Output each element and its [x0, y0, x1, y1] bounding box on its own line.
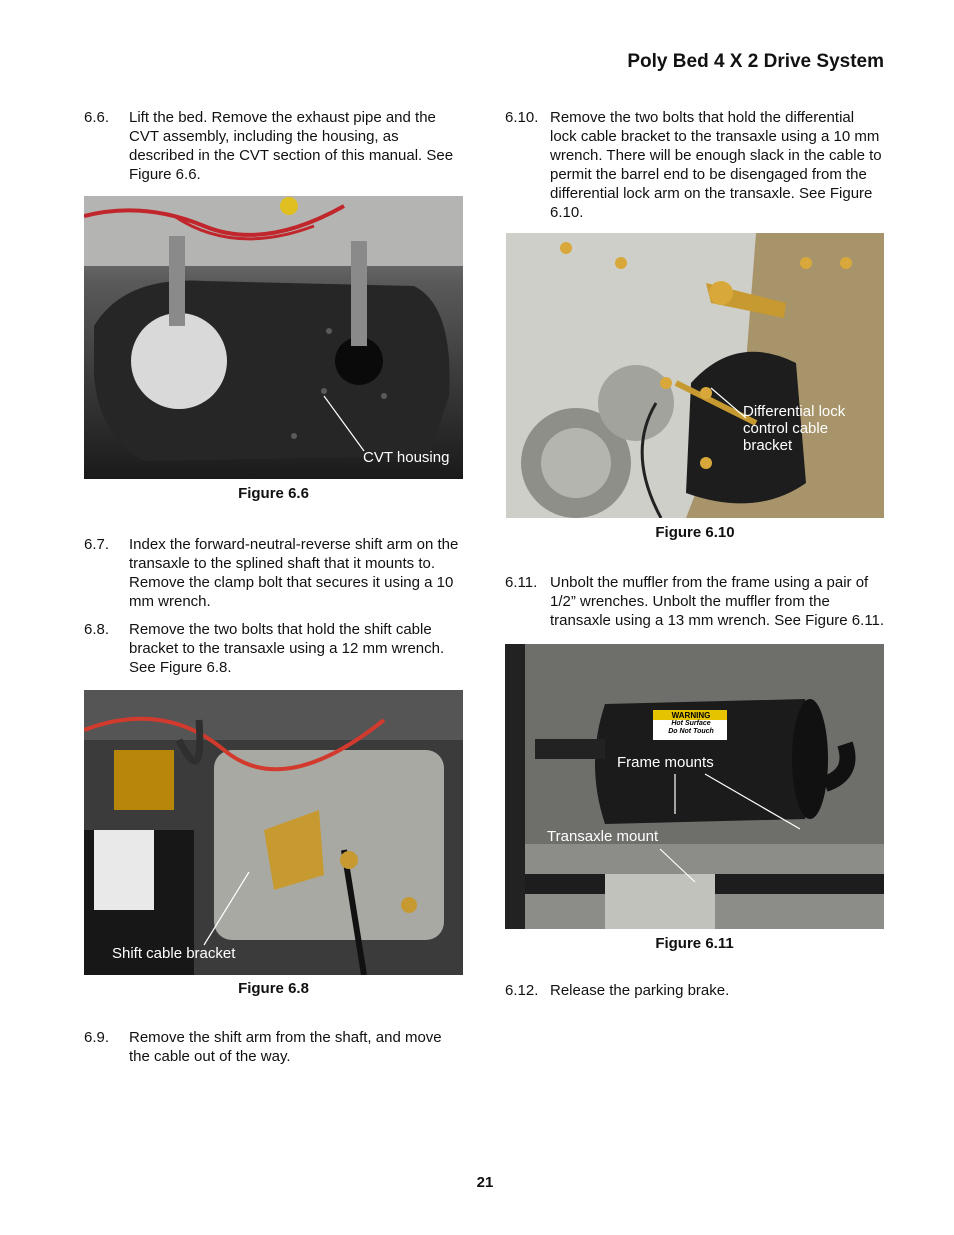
- callout-line: bracket: [743, 437, 793, 454]
- step-number: 6.9.: [84, 1029, 110, 1046]
- figure-6-6-caption: Figure 6.6: [238, 485, 309, 502]
- page-header-title: Poly Bed 4 X 2 Drive System: [627, 51, 884, 72]
- step-number: 6.12.: [505, 982, 539, 999]
- warning-text-line: Do Not Touch: [668, 728, 714, 735]
- figure-6-10-caption: Figure 6.10: [655, 524, 735, 541]
- step-number: 6.8.: [84, 621, 110, 638]
- warning-text-line: Hot Surface: [671, 720, 711, 727]
- step-number: 6.6.: [84, 109, 110, 126]
- callout-shift-cable-bracket: Shift cable bracket: [112, 945, 236, 962]
- page-number: 21: [476, 1174, 494, 1191]
- step-text: Release the parking brake.: [550, 982, 730, 999]
- figure-6-11-photo: [505, 644, 884, 929]
- step-text: Remove the two bolts that hold the differential lock cable bracket to the transaxle using a 10 mm wrench. There will be enough slack in the cable to permit the barrel end to be disengaged from the differential lock arm on the transaxle. See Figure 6.10.: [550, 109, 882, 221]
- callout-frame-mounts: Frame mounts: [617, 754, 714, 771]
- figure-6-8-caption: Figure 6.8: [238, 980, 309, 997]
- step-number: 6.10.: [505, 109, 539, 126]
- callout-cvt-housing: CVT housing: [363, 449, 450, 466]
- step-text: Index the forward-neutral-reverse shift arm on the transaxle to the splined shaft that it mounts to. Remove the clamp bolt that secures it using a 10 mm wrench.: [129, 536, 459, 610]
- step-text: Unbolt the muffler from the frame using a pair of 1/2” wrenches. Unbolt the muffler from the transaxle using a 13 mm wrench. See Figure 6.11.: [550, 574, 885, 629]
- step-number: 6.7.: [84, 536, 110, 553]
- figure-6-8-photo: [84, 690, 463, 975]
- figure-6-6-photo: [84, 196, 463, 479]
- step-number: 6.11.: [505, 574, 538, 591]
- figure-6-11-caption: Figure 6.11: [655, 935, 734, 952]
- callout-line: Differential lock: [743, 403, 846, 420]
- callout-transaxle-mount: Transaxle mount: [547, 828, 659, 845]
- step-text: Lift the bed. Remove the exhaust pipe and the CVT assembly, including the housing, as described in the CVT section of this manual. See Figure 6.6.: [129, 109, 454, 183]
- step-text: Remove the shift arm from the shaft, and move the cable out of the way.: [129, 1029, 442, 1065]
- callout-differential-lock-bracket: [743, 403, 845, 454]
- step-text: Remove the two bolts that hold the shift cable bracket to the transaxle using a 12 mm wrench. See Figure 6.8.: [129, 621, 445, 676]
- figure-6-10-photo: [506, 233, 884, 518]
- warning-title: WARNING: [671, 711, 711, 720]
- warning-label: [655, 712, 727, 736]
- callout-line: control cable: [743, 420, 829, 437]
